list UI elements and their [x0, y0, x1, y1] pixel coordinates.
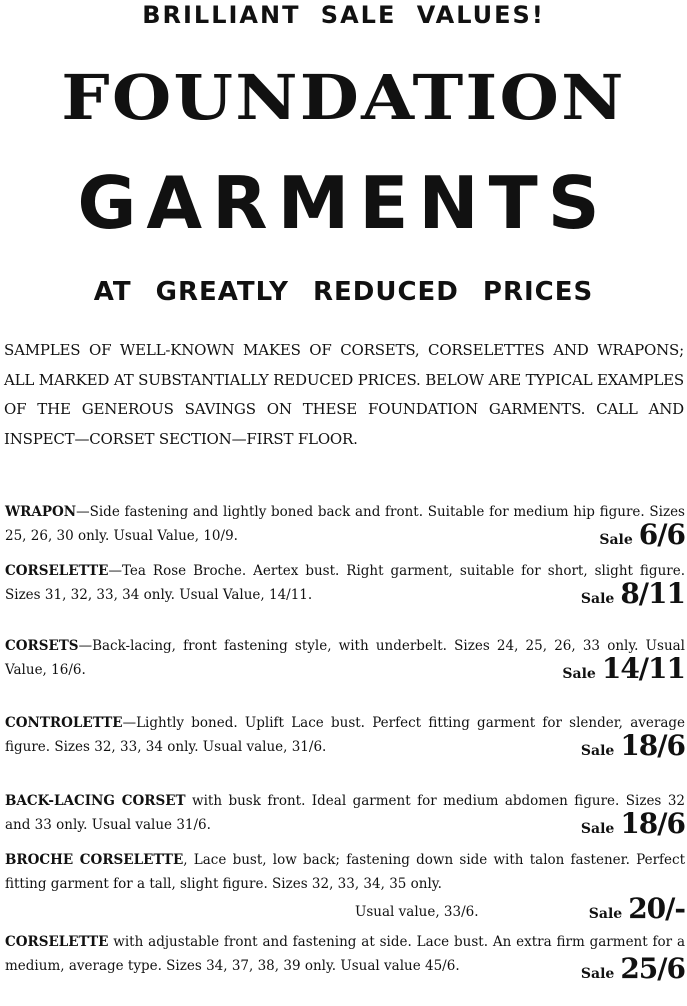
sale-price: 6/6	[638, 518, 685, 551]
item-name: BACK-LACING CORSET	[5, 793, 186, 809]
sale-price: 20/-	[628, 892, 685, 925]
sale-price-block	[580, 807, 685, 841]
item-name: CORSETS	[5, 638, 79, 654]
item-corselette-adjustable	[5, 930, 685, 985]
title-foundation: FOUNDATION	[61, 61, 626, 134]
item-description: with adjustable front and fastening at side. Lace bust. An extra firm garment for a medium, average type. Sizes 34, 37, 38, 39 only. Usual value 45/6.	[5, 934, 685, 974]
item-name: BROCHE CORSELETTE	[5, 852, 184, 868]
item-name: CORSELETTE	[5, 563, 109, 579]
sale-label: Sale	[599, 532, 633, 548]
sale-price-block	[588, 892, 685, 926]
subtitle: AT GREATLY REDUCED PRICES	[93, 277, 594, 307]
sale-label: Sale	[580, 966, 615, 982]
kicker-heading: BRILLIANT SALE VALUES!	[142, 1, 545, 29]
item-name: WRAPON	[5, 504, 77, 520]
item-description: —Lightly boned. Uplift Lace bust. Perfect fitting garment for slender, average figure. Sizes 32, 33, 34 only. Usual value, 31/6.	[5, 715, 685, 755]
sale-price-block	[580, 729, 685, 763]
item-description: , Lace bust, low back; fastening down side with talon fastener. Perfect fitting garment for a tall, slight figure. Sizes 32, 33, 34, 35 only.	[5, 852, 686, 892]
sale-price: 18/6	[620, 729, 685, 762]
item-broche-corselette	[5, 848, 685, 926]
item-name: CORSELETTE	[5, 934, 109, 950]
sale-price: 8/11	[620, 577, 685, 610]
sale-label: Sale	[580, 821, 615, 837]
item-description: —Side fastening and lightly boned back and front. Suitable for medium hip figure. Sizes 25, 26, 30 only. Usual Value, 10/9.	[5, 504, 685, 544]
item-wrapon	[5, 500, 685, 551]
sale-price-block	[580, 952, 685, 986]
sale-price-block	[562, 652, 685, 686]
item-controlette	[5, 711, 685, 762]
usual-value: Usual value, 33/6.	[355, 904, 479, 920]
sale-price: 25/6	[620, 952, 685, 985]
sale-price-block	[599, 518, 685, 552]
item-description: with busk front. Ideal garment for medium abdomen figure. Sizes 32 and 33 only. Usual value 31/6.	[5, 793, 685, 833]
item-description: —Tea Rose Broche. Aertex bust. Right garment, suitable for short, slight figure. Sizes 31, 32, 33, 34 only. Usual Value, 14/11.	[5, 563, 685, 603]
sale-label: Sale	[580, 743, 615, 759]
price-line	[5, 892, 685, 926]
sale-price-block	[580, 577, 685, 611]
item-corsets	[5, 634, 685, 685]
item-name: CONTROLETTE	[5, 715, 123, 731]
sale-label: Sale	[562, 666, 596, 682]
sale-price: 14/11	[601, 652, 685, 685]
item-corselette-tea-rose	[5, 559, 685, 610]
title-garments: GARMENTS	[77, 161, 610, 245]
item-back-lacing-corset	[5, 789, 685, 840]
intro-paragraph: SAMPLES OF WELL-KNOWN MAKES OF CORSETS, CORSELETTES AND WRAPONS; ALL MARKED AT SUBSTANTIALLY REDUCED PRICES. BELOW ARE TYPICAL EXAMPLES OF THE GENEROUS SAVINGS ON THESE FOUNDATION GARMENTS. CALL AND INSPECT—CORSET SECTION—FIRST FLOOR.	[4, 341, 684, 448]
sale-label: Sale	[588, 906, 623, 922]
sale-price: 18/6	[620, 807, 685, 840]
sale-label: Sale	[580, 591, 615, 607]
item-description: —Back-lacing, front fastening style, with underbelt. Sizes 24, 25, 26, 33 only. Usual Value, 16/6.	[5, 638, 685, 678]
